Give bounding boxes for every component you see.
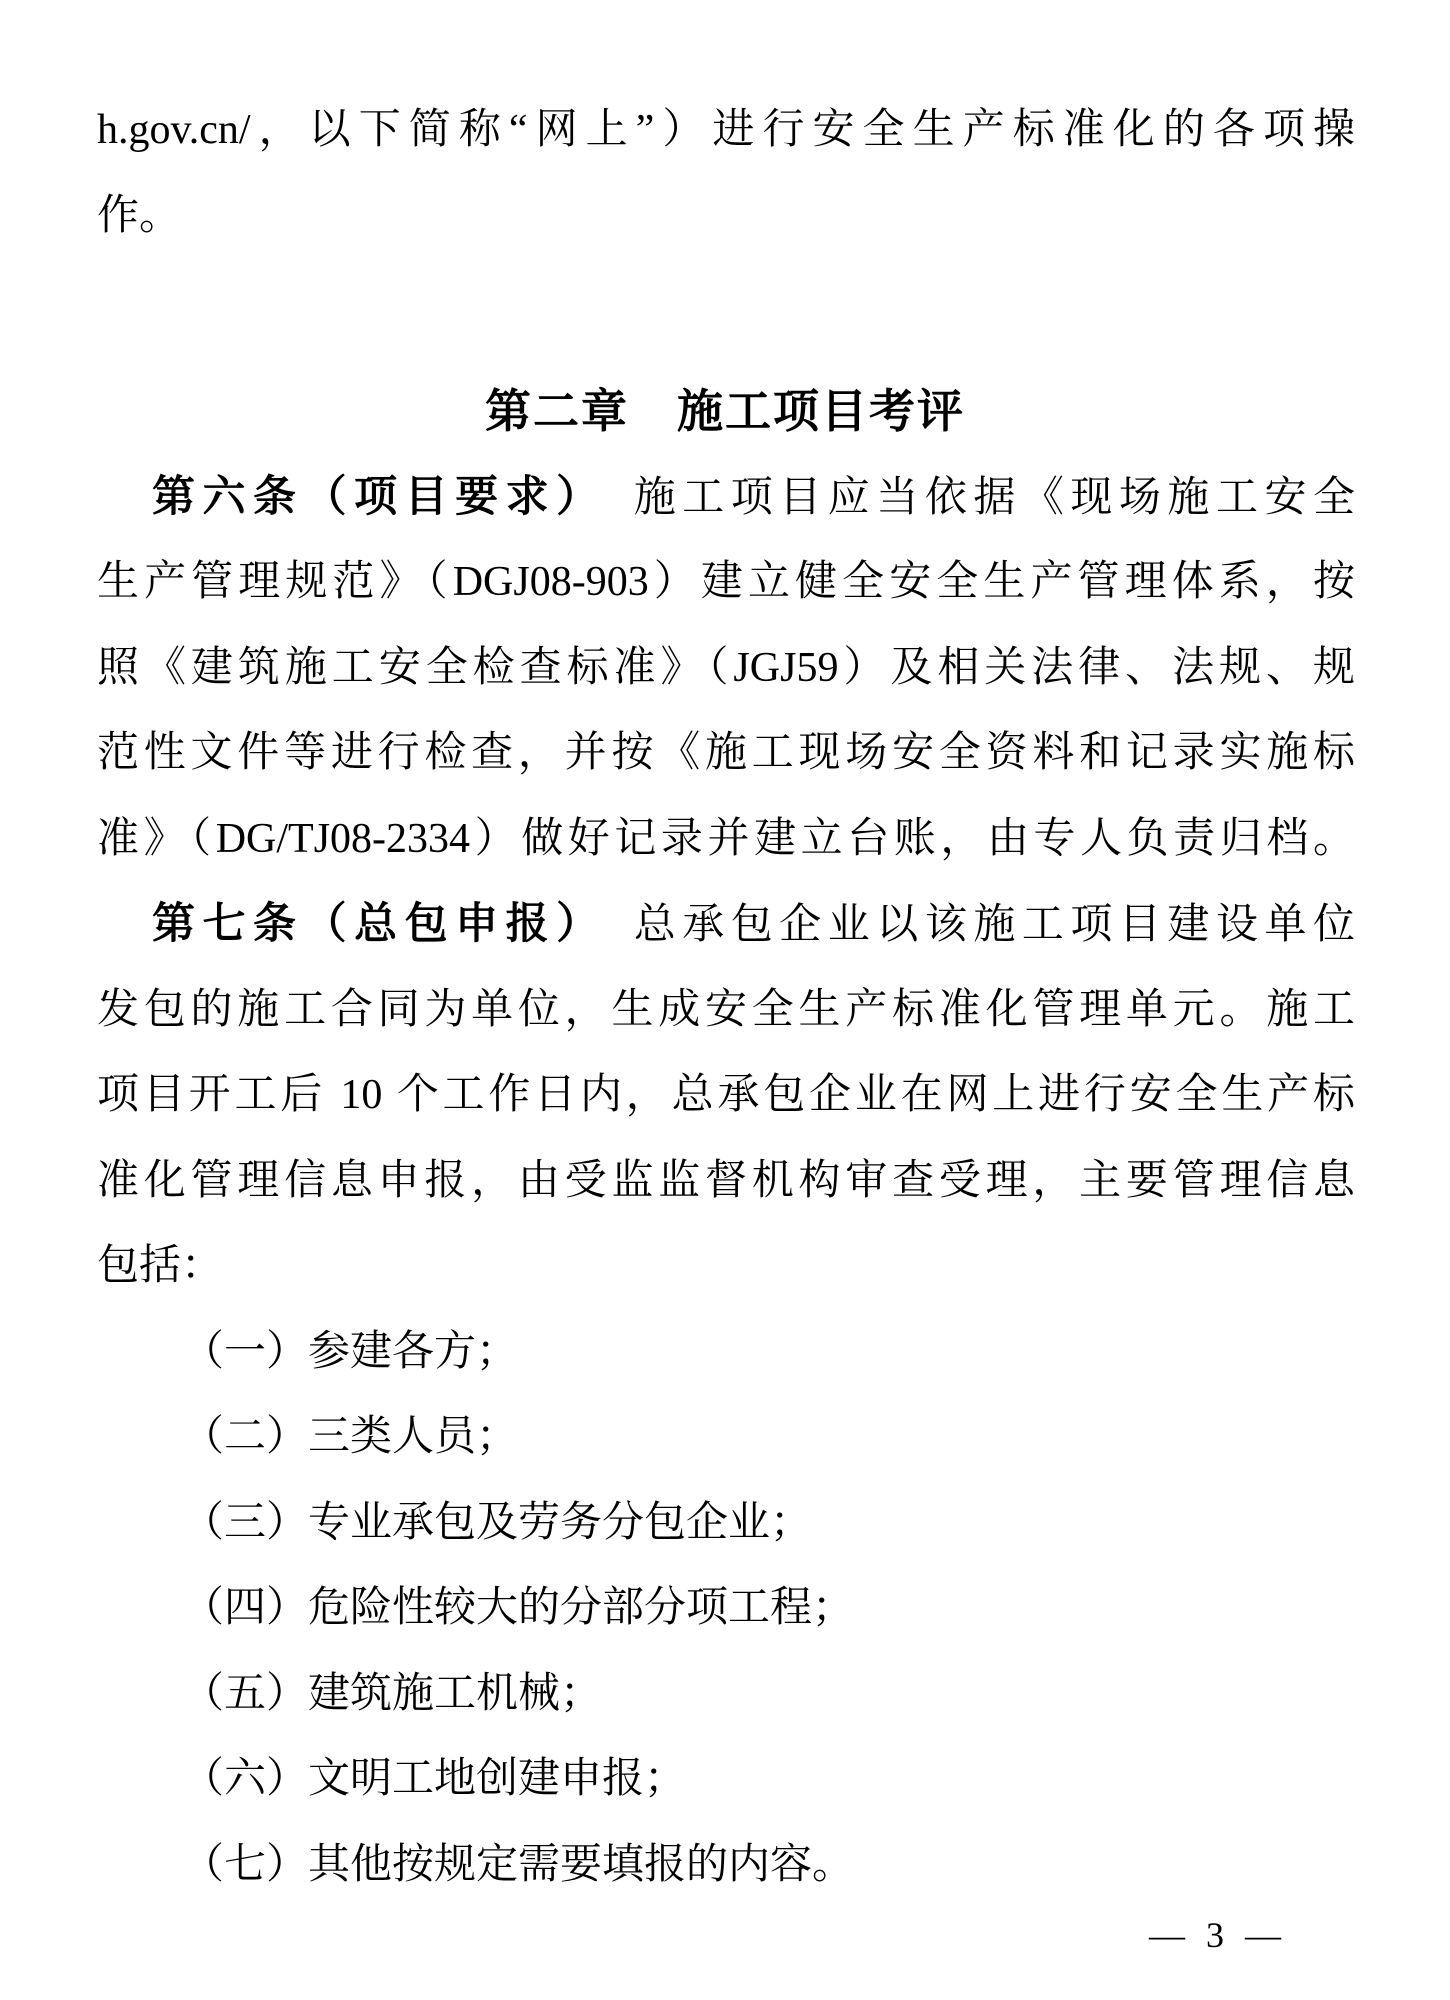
article-6-lead: 第六条（项目要求） — [152, 472, 586, 521]
article-6-line: 生产管理规范》（DGJ08-903）建立健全安全生产管理体系，按 — [97, 559, 1355, 605]
list-item-5: （五）建筑施工机械； — [182, 1670, 603, 1717]
continuation-line-2: 作。 — [97, 192, 182, 239]
page-number: — 3 — — [1149, 1915, 1287, 1955]
article-7-line: 准化管理信息申报，由受监监督机构审查受理，主要管理信息 — [97, 1157, 1355, 1204]
list-item-4: （四）危险性较大的分部分项工程； — [182, 1585, 855, 1631]
chapter-title: 第二章 施工项目考评 — [485, 385, 965, 437]
list-item-3: （三）专业承包及劳务分包企业； — [182, 1499, 813, 1546]
continuation-line-1: h.gov.cn/，以下简称“网上”）进行安全生产标准化的各项操 — [97, 107, 1355, 153]
article-7-line: 发包的施工合同为单位，生成安全生产标准化管理单元。施工 — [97, 986, 1355, 1033]
article-7-first-line-text: 总承包企业以该施工项目建设单位 — [585, 902, 1355, 948]
article-6-line: 照《建筑施工安全检查标准》（JGJ59）及相关法律、法规、规 — [97, 644, 1355, 691]
article-7-lead: 第七条（总包申报） — [152, 900, 586, 948]
article-6-first-line — [97, 455, 1355, 541]
article-6-line: 范性文件等进行检查，并按《施工现场安全资料和记录实施标 — [97, 730, 1355, 776]
list-item-6: （六）文明工地创建申报； — [182, 1756, 687, 1802]
article-7-first-line — [97, 882, 1355, 968]
list-item-1: （一）参建各方； — [182, 1328, 519, 1375]
list-item-2: （二）三类人员； — [182, 1414, 519, 1460]
article-6-line: 准》（DG/TJ08-2334）做好记录并建立台账，由专人负责归档。 — [97, 815, 1355, 862]
article-6-first-line-text: 施工项目应当依据《现场施工安全 — [585, 474, 1355, 521]
article-7-line: 项目开工后 10 个工作日内，总承包企业在网上进行安全生产标 — [97, 1072, 1355, 1118]
article-7-line: 包括： — [97, 1243, 224, 1289]
list-item-7: （七）其他按规定需要填报的内容。 — [182, 1841, 855, 1888]
